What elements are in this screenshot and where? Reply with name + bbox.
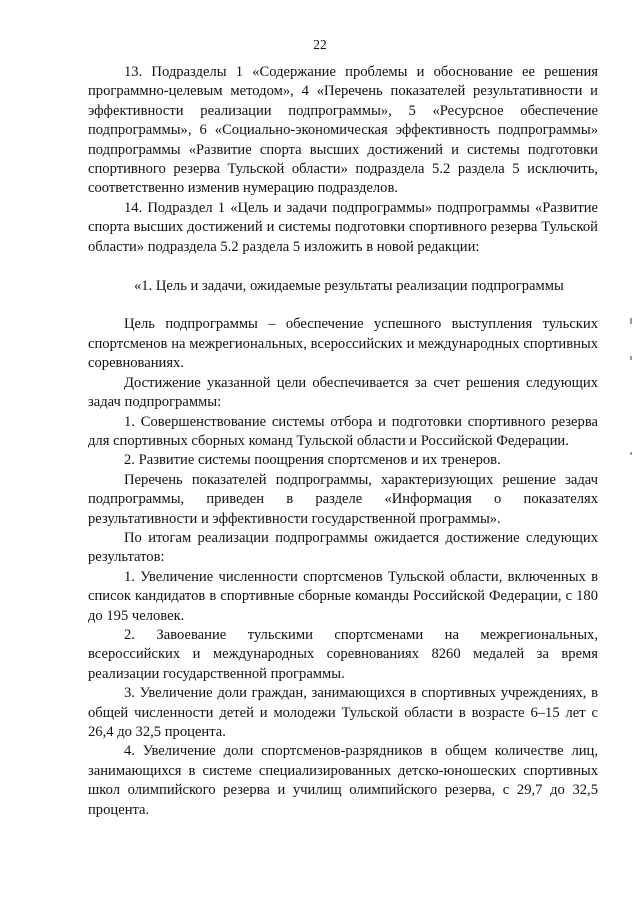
section-heading: «1. Цель и задачи, ожидаемые результаты реализации подпрограммы [134,278,564,295]
page-number: 22 [313,37,327,52]
result-item-4: 4. Увеличение доли спортсменов-разрядников в общем количестве лиц, занимающихся в системе специализированных детско-юношеских спортивных школ олимпийского резерва и училищ олимпийского резерва, с 29,7 до 32,5 процента. [88,743,598,818]
paragraph-expected-results: По итогам реализации подпрограммы ожидается достижение следующих результатов: [88,529,598,566]
paragraph-14: 14. Подраздел 1 «Цель и задачи подпрограммы» подпрограммы «Развитие спорта высших достижений и системы подготовки спортивного резерва Тульской области» подраздела 5.2 раздела 5 изложить в новой редакции: [88,199,598,255]
paragraph-13: 13. Подразделы 1 «Содержание проблемы и обоснование ее решения программно-целевым методом», 4 «Перечень показателей результативности и эффективности реализации подпрограммы», 5 «Ресурсное обеспечение подпрограммы», 6 «Социально-экономическая эффективность подпрограммы» подпрограммы «Развитие спорта высших достижений и системы подготовки спортивного резерва Тульской области» подраздела 5.2 раздела 5 исключить, соответственно изменив нумерацию подразделов. [88,64,598,197]
scan-edge-mark [630,318,632,324]
paragraph-goal: Цель подпрограммы – обеспечение успешного выступления тульских спортсменов на межрегиональных, всероссийских и международных спортивных соревнованиях. [88,316,598,372]
scan-edge-mark [630,452,632,455]
paragraph-indicators: Перечень показателей подпрограммы, характеризующих решение задач подпрограммы, приведен в разделе «Информация о показателях результативности и эффективности государственной программы». [88,471,598,527]
paragraph-goal-achievement: Достижение указанной цели обеспечивается за счет решения следующих задач подпрограммы: [88,374,598,411]
document-body [88,63,598,820]
result-item-2: 2. Завоевание тульскими спортсменами на межрегиональных, всероссийских и международных соревнованиях 8260 медалей за время реализации государственной программы. [88,626,598,682]
task-item-2: 2. Развитие системы поощрения спортсменов и их тренеров. [124,452,501,469]
task-item-1: 1. Совершенствование системы отбора и подготовки спортивного резерва для спортивных сборных команд Тульской области и Российской Федерации. [88,413,598,449]
result-item-1: 1. Увеличение численности спортсменов Тульской области, включенных в список кандидатов в спортивные сборные команды Российской Федерации, с 180 до 195 человек. [88,568,598,624]
scan-edge-mark [630,356,632,360]
result-item-3: 3. Увеличение доли граждан, занимающихся в спортивных учреждениях, в общей численности детей и молодежи Тульской области в возрасте 6–15 лет с 26,4 до 32,5 процента. [88,685,598,740]
